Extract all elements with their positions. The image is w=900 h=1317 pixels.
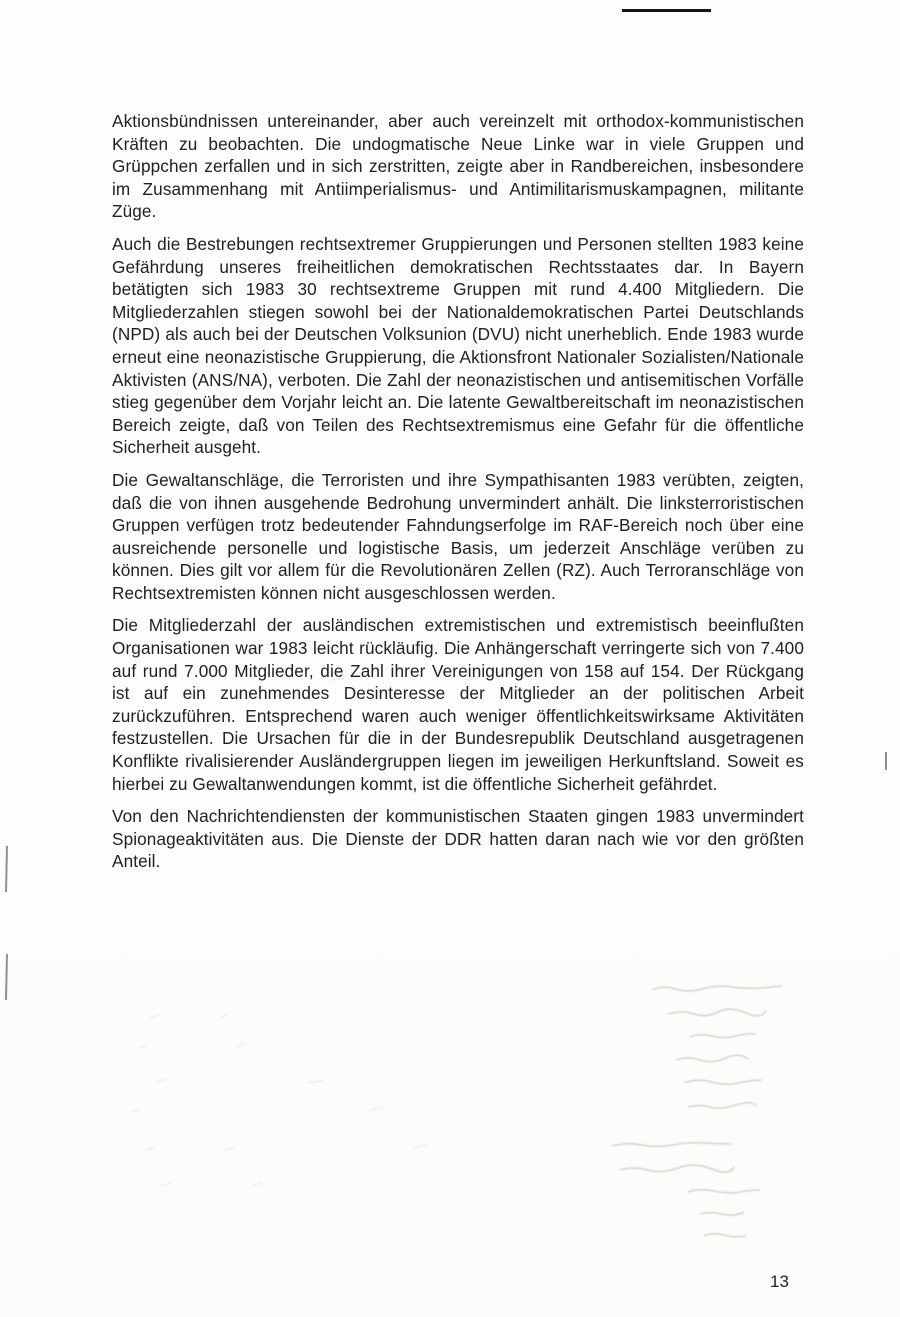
body-text	[112, 110, 804, 883]
paragraph-3: Die Gewaltanschläge, die Terroristen und ihre Sympathisanten 1983 verübten, zeigten, daß die von ihnen ausgehende Bedrohung unvermindert anhält. Die linksterroristischen Gruppen verfügen trotz bedeutender Fahndungserfolge im RAF-Bereich noch über eine ausreichende personelle und logistische Basis, um jederzeit Anschläge verüben zu können. Dies gilt vor allem für die Revolutionären Zellen (RZ). Auch Terroranschläge von Rechtsextremisten können nicht ausgeschlossen werden.	[112, 469, 804, 603]
paragraph-2: Auch die Bestrebungen rechtsextremer Gruppierungen und Personen stellten 1983 keine Gefährdung unseres freiheitlichen demokratischen Rechtsstaates dar. In Bayern betätigten sich 1983 30 rechtsextreme Gruppen mit rund 4.400 Mitgliedern. Die Mitgliederzahlen stiegen sowohl bei der Nationaldemokratischen Partei Deutschlands (NPD) als auch bei der Deutschen Volksunion (DVU) nicht unerheblich. Ende 1983 wurde erneut eine neonazistische Gruppierung, die Aktionsfront Nationaler Sozialisten/Nationale Aktivisten (ANS/NA), verboten. Die Zahl der neonazistischen und antisemitischen Vorfälle stieg gegenüber dem Vorjahr leicht an. Die latente Gewaltbereitschaft im neonazistischen Bereich zeigte, daß von Teilen des Rechtsextremismus eine Gefahr für die öffentliche Sicherheit ausgeht.	[112, 233, 804, 458]
top-rule	[622, 9, 711, 12]
paragraph-1: Aktionsbündnissen untereinander, aber auch vereinzelt mit orthodox-kommunistischen Kräften zu beobachten. Die undogmatische Neue Linke war in viele Gruppen und Grüppchen zerfallen und in sich zerstritten, zeigte aber in Randbereichen, insbesondere im Zusammenhang mit Antiimperialismus- und Antimilitarismuskampagnen, militante Züge.	[112, 111, 804, 222]
paragraph-4: Die Mitgliederzahl der ausländischen extremistischen und extremistisch beeinflußten Organisationen war 1983 leicht rückläufig. Die Anhängerschaft verringerte sich von 7.400 auf rund 7.000 Mitglieder, die Zahl ihrer Vereinigungen von 158 auf 154. Der Rückgang ist auf ein zunehmendes Desinteresse der Mitglieder an der politischen Arbeit zurückzuführen. Entsprechend waren auch weniger öffentlichkeitswirksame Aktivitäten festzustellen. Die Ursachen für die in der Bundesrepublik Deutschland ausgetragenen Konflikte rivalisierender Ausländergruppen liegen im jeweiligen Herkunftsland. Soweit es hierbei zu Gewaltanwendungen kommt, ist die öffentliche Sicherheit gefährdet.	[112, 615, 804, 794]
page-number: 13	[770, 1272, 789, 1291]
paragraph-5: Von den Nachrichtendiensten der kommunistischen Staaten gingen 1983 unvermindert Spionageaktivitäten aus. Die Dienste der DDR hatten daran nach wie vor den größten Anteil.	[112, 806, 804, 872]
